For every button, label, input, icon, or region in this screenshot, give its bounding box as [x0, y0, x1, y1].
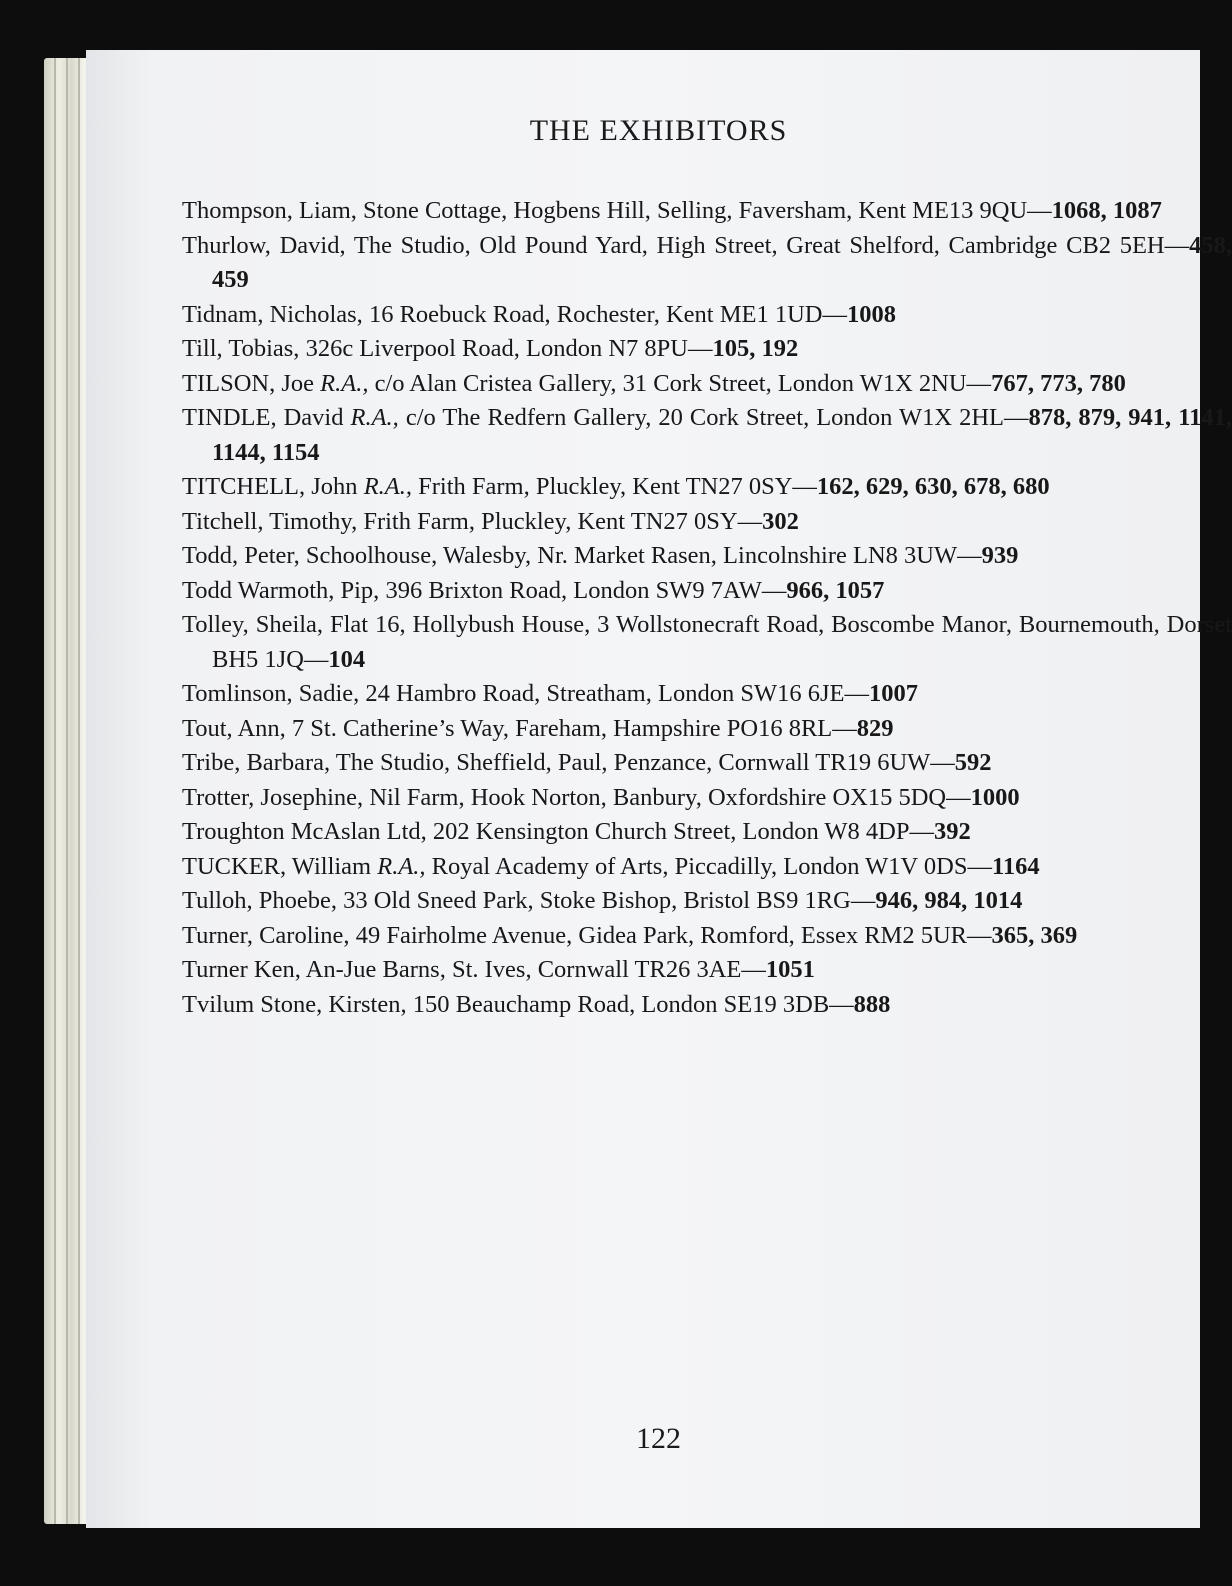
exhibitor-name: Thompson, Liam, — [182, 197, 357, 224]
exhibitor-entry — [182, 194, 1232, 229]
exhibitor-name: Turner Ken, — [182, 956, 301, 983]
exhibitor-entry — [182, 988, 1232, 1023]
catalogue-numbers: 1068, 1087 — [1051, 197, 1162, 224]
academician-title: R.A., — [320, 369, 369, 397]
academician-title: R.A., — [350, 404, 399, 431]
exhibitor-address: Stone Cottage, Hogbens Hill, Selling, Faversham, Kent ME13 9QU— — [356, 197, 1052, 224]
exhibitor-address: 150 Beauchamp Road, London SE19 3DB— — [406, 990, 854, 1018]
exhibitor-entry — [182, 781, 1232, 816]
exhibitor-name: Tidnam, Nicholas, — [182, 300, 363, 328]
page-number: 122 — [636, 1422, 681, 1455]
page-title: THE EXHIBITORS — [529, 114, 788, 147]
exhibitor-address: 33 Old Sneed Park, Stoke Bishop, Bristol BS9 1RG— — [336, 887, 876, 914]
exhibitor-entry — [182, 470, 1232, 505]
catalogue-numbers: 939 — [981, 542, 1019, 569]
exhibitor-address: 24 Hambro Road, Streatham, London SW16 6JE— — [359, 680, 869, 707]
catalogue-numbers: 1000 — [970, 783, 1020, 811]
exhibitor-address: c/o Alan Cristea Gallery, 31 Cork Street, London W1X 2NU— — [368, 369, 992, 397]
exhibitor-entry — [182, 229, 1232, 298]
exhibitor-entry — [182, 953, 1232, 988]
exhibitor-name: TINDLE, David — [182, 404, 351, 431]
catalogue-numbers: 767, 773, 780 — [991, 369, 1126, 397]
exhibitor-name: TILSON, Joe — [182, 369, 321, 397]
catalogue-numbers: 105, 192 — [712, 335, 799, 362]
catalogue-numbers: 946, 984, 1014 — [875, 887, 1023, 914]
catalogue-numbers: 1164 — [991, 852, 1040, 880]
exhibitor-address: 16 Roebuck Road, Rochester, Kent ME1 1UD— — [362, 300, 847, 328]
academician-title: R.A., — [377, 852, 426, 880]
exhibitor-name: Tolley, Sheila, — [182, 611, 324, 638]
exhibitor-entry — [182, 608, 1232, 677]
exhibitor-list — [182, 194, 1232, 1022]
exhibitor-entry — [182, 332, 1232, 367]
exhibitor-address: Flat 16, Hollybush House, 3 Wollstonecraft Road, Boscombe Manor, Bournemouth, Dorset BH5 1JQ— — [212, 611, 1232, 673]
catalogue-numbers: 878, 879, 941, 1141, 1144, 1154 — [212, 404, 1232, 466]
exhibitor-address: The Studio, Old Pound Yard, High Street, Great Shelford, Cambridge CB2 5EH— — [345, 231, 1190, 259]
exhibitor-name: Tvilum Stone, Kirsten, — [182, 990, 407, 1018]
exhibitor-address: 7 St. Catherine’s Way, Fareham, Hampshire PO16 8RL— — [285, 714, 857, 742]
exhibitor-name: Till, Tobias, — [182, 335, 300, 362]
exhibitor-entry — [182, 712, 1232, 747]
exhibitor-address: 326c Liverpool Road, London N7 8PU— — [299, 335, 713, 362]
catalogue-numbers: 365, 369 — [991, 921, 1078, 949]
exhibitor-entry — [182, 367, 1232, 402]
exhibitor-address: Frith Farm, Pluckley, Kent TN27 0SY— — [357, 507, 763, 535]
exhibitor-entry — [182, 539, 1232, 574]
exhibitor-entry — [182, 298, 1232, 333]
exhibitor-address: The Studio, Sheffield, Paul, Penzance, Cornwall TR19 6UW— — [330, 749, 955, 776]
exhibitor-name: Troughton McAslan Ltd, — [182, 818, 427, 845]
catalogue-numbers: 458, 459 — [212, 231, 1232, 293]
exhibitor-entry — [182, 919, 1232, 954]
exhibitor-name: TUCKER, William — [182, 852, 378, 880]
exhibitor-entry — [182, 505, 1232, 540]
exhibitor-name: Tribe, Barbara, — [182, 749, 331, 776]
exhibitor-address: 396 Brixton Road, London SW9 7AW— — [379, 576, 787, 604]
catalogue-numbers: 966, 1057 — [786, 576, 885, 604]
exhibitor-entry — [182, 815, 1232, 850]
exhibitor-address: 49 Fairholme Avenue, Gidea Park, Romford, Essex RM2 5UR— — [349, 921, 992, 949]
catalogue-numbers: 162, 629, 630, 678, 680 — [816, 473, 1050, 500]
exhibitor-address: Nil Farm, Hook Norton, Banbury, Oxfordshire OX15 5DQ— — [363, 783, 971, 811]
exhibitor-entry — [182, 574, 1232, 609]
exhibitor-name: Tomlinson, Sadie, — [182, 680, 360, 707]
exhibitor-name: Tout, Ann, — [182, 714, 286, 742]
exhibitor-name: Thurlow, David, — [182, 231, 346, 259]
catalogue-numbers: 104 — [328, 645, 366, 673]
catalogue-numbers: 392 — [934, 818, 971, 845]
catalogue-numbers: 1051 — [765, 956, 815, 983]
exhibitor-address: An-Jue Barns, St. Ives, Cornwall TR26 3AE— — [300, 956, 766, 983]
exhibitor-name: Tulloh, Phoebe, — [182, 887, 337, 914]
exhibitor-entry — [182, 746, 1232, 781]
exhibitor-address: c/o The Redfern Gallery, 20 Cork Street, London W1X 2HL— — [398, 404, 1029, 431]
exhibitor-name: Trotter, Josephine, — [182, 783, 364, 811]
catalogue-numbers: 592 — [954, 749, 992, 776]
exhibitor-entry — [182, 884, 1232, 919]
catalogue-numbers: 1008 — [847, 300, 896, 328]
exhibitor-entry — [182, 401, 1232, 470]
catalogue-numbers: 829 — [856, 714, 894, 742]
exhibitor-address: Schoolhouse, Walesby, Nr. Market Rasen, Lincolnshire LN8 3UW— — [299, 542, 982, 569]
catalogue-numbers: 1007 — [868, 680, 918, 707]
exhibitor-name: Turner, Caroline, — [182, 921, 350, 949]
exhibitor-entry — [182, 677, 1232, 712]
academician-title: R.A., — [363, 473, 412, 500]
exhibitor-address: Royal Academy of Arts, Piccadilly, London W1V 0DS— — [425, 852, 992, 880]
exhibitor-entry — [182, 850, 1232, 885]
exhibitor-address: 202 Kensington Church Street, London W8 4DP— — [426, 818, 934, 845]
exhibitor-address: Frith Farm, Pluckley, Kent TN27 0SY— — [412, 473, 817, 500]
exhibitor-name: Titchell, Timothy, — [182, 507, 358, 535]
exhibitor-name: Todd Warmoth, Pip, — [182, 576, 380, 604]
book-page — [86, 50, 1232, 1528]
catalogue-numbers: 302 — [762, 507, 799, 535]
catalogue-numbers: 888 — [853, 990, 891, 1018]
exhibitor-name: TITCHELL, John — [182, 473, 364, 500]
exhibitor-name: Todd, Peter, — [182, 542, 300, 569]
